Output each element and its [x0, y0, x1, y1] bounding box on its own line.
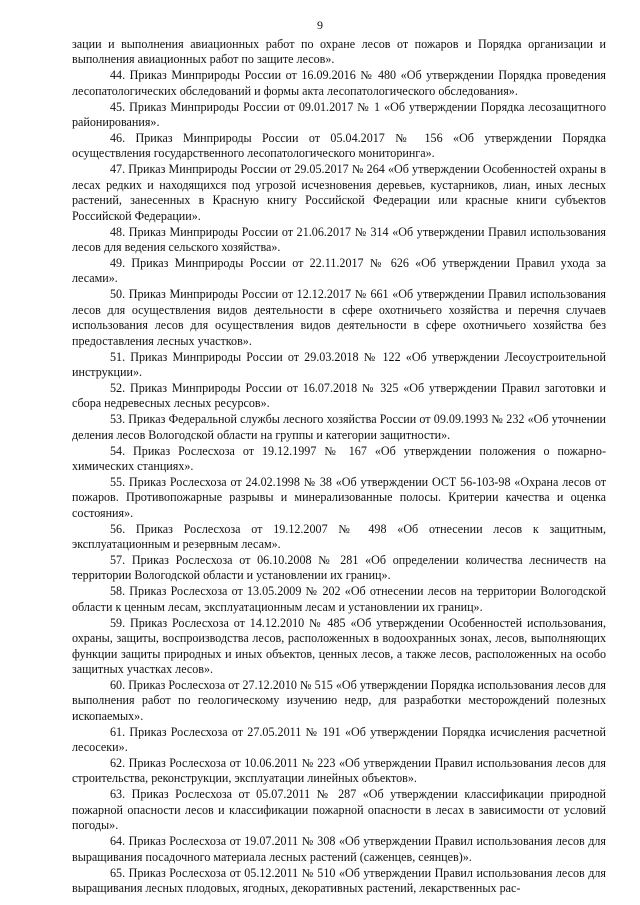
list-item: 59. Приказ Рослесхоза от 14.12.2010 № 485 «Об утверждении Особенностей использования, охраны, защиты, воспроизводства лесов, расположенных в водоохранных зонах, лесов, выполняющих функции защиты природных и иных объектов, ценных лесов, а также лесов, расположенных на особо защитных участках лесов».	[72, 615, 606, 676]
list-item: 63. Приказ Рослесхоза от 05.07.2011 № 287 «Об утверждении классификации природной пожарной опасности лесов и классификации пожарной опасности в лесах в зависимости от условий погоды».	[72, 787, 606, 833]
list-item: 56. Приказ Рослесхоза от 19.12.2007 № 498 «Об отнесении лесов к защитным, эксплуатационным и резервным лесам».	[72, 521, 606, 552]
list-item: 57. Приказ Рослесхоза от 06.10.2008 № 281 «Об определении количества лесничеств на территории Вологодской области и установлении их границ».	[72, 553, 606, 583]
list-item: 52. Приказ Минприроды России от 16.07.2018 № 325 «Об утверждении Правил заготовки и сбора недревесных лесных ресурсов».	[72, 380, 606, 411]
list-item: 46. Приказ Минприроды России от 05.04.2017 № 156 «Об утверждении Порядка осуществления государственного лесопатологического мониторинга».	[72, 131, 606, 161]
list-item: 64. Приказ Рослесхоза от 19.07.2011 № 308 «Об утверждении Правил использования лесов для выращивания посадочного материала лесных растений (саженцев, сеянцев)».	[72, 834, 606, 864]
continuation-paragraph: зации и выполнения авиационных работ по охране лесов от пожаров и Порядка организации и выполнения авиационных работ по защите лесов».	[72, 37, 606, 67]
list-item: 44. Приказ Минприроды России от 16.09.2016 № 480 «Об утверждении Порядка проведения лесопатологических обследований и формы акта лесопатологического обследования».	[72, 68, 606, 98]
list-item: 58. Приказ Рослесхоза от 13.05.2009 № 202 «Об отнесении лесов на территории Вологодской области к ценным лесам, эксплуатационным лесам и установлении их границ».	[72, 584, 606, 614]
list-item: 45. Приказ Минприроды России от 09.01.2017 № 1 «Об утверждении Порядка лесозащитного районирования».	[72, 99, 606, 130]
list-item: 62. Приказ Рослесхоза от 10.06.2011 № 223 «Об утверждении Правил использования лесов для строительства, реконструкции, эксплуатации линейных объектов».	[72, 756, 606, 786]
list-item: 61. Приказ Рослесхоза от 27.05.2011 № 191 «Об утверждении Порядка исчисления расчетной лесосеки».	[72, 724, 606, 755]
list-item: 60. Приказ Рослесхоза от 27.12.2010 № 515 «Об утверждении Порядка использования лесов для выполнения работ по геологическому изучению недр, для разработки месторождений полезных ископаемых».	[72, 677, 606, 723]
list-item: 50. Приказ Минприроды России от 12.12.2017 № 661 «Об утверждении Правил использования лесов для осуществления видов деятельности в сфере охотничьего хозяйства и перечня случаев использования лесов для осуществления видов деятельности в сфере охотничьего хозяйства без предоставления лесных участков».	[72, 287, 606, 348]
list-item: 49. Приказ Минприроды России от 22.11.2017 № 626 «Об утверждении Правил ухода за лесами».	[72, 255, 606, 286]
document-body	[72, 37, 606, 897]
list-item: 48. Приказ Минприроды России от 21.06.2017 № 314 «Об утверждении Правил использования лесов для ведения сельского хозяйства».	[72, 224, 606, 255]
list-item: 47. Приказ Минприроды России от 29.05.2017 № 264 «Об утверждении Особенностей охраны в лесах редких и находящихся под угрозой исчезновения деревьев, кустарников, лиан, иных лесных растений, занесенных в Красную книгу Российской Федерации или красные книги субъектов Российской Федерации».	[72, 162, 606, 223]
list-item: 51. Приказ Минприроды России от 29.03.2018 № 122 «Об утверждении Лесоустроительной инструкции».	[72, 349, 606, 379]
list-item: 53. Приказ Федеральной службы лесного хозяйства России от 09.09.1993 № 232 «Об уточнении деления лесов Вологодской области на группы и категории защитности».	[72, 412, 606, 442]
list-item: 55. Приказ Рослесхоза от 24.02.1998 № 38 «Об утверждении ОСТ 56-103-98 «Охрана лесов от пожаров. Противопожарные разрывы и минерализованные полосы. Критерии качества и оценка состояния».	[72, 474, 606, 520]
list-item: 54. Приказ Рослесхоза от 19.12.1997 № 167 «Об утверждении положения о пожарно-химических станциях».	[72, 443, 606, 473]
page-number: 9	[317, 18, 323, 32]
list-item: 65. Приказ Рослесхоза от 05.12.2011 № 510 «Об утверждении Правил использования лесов для выращивания лесных плодовых, ягодных, декоративных растений, лекарственных рас-	[72, 865, 606, 895]
